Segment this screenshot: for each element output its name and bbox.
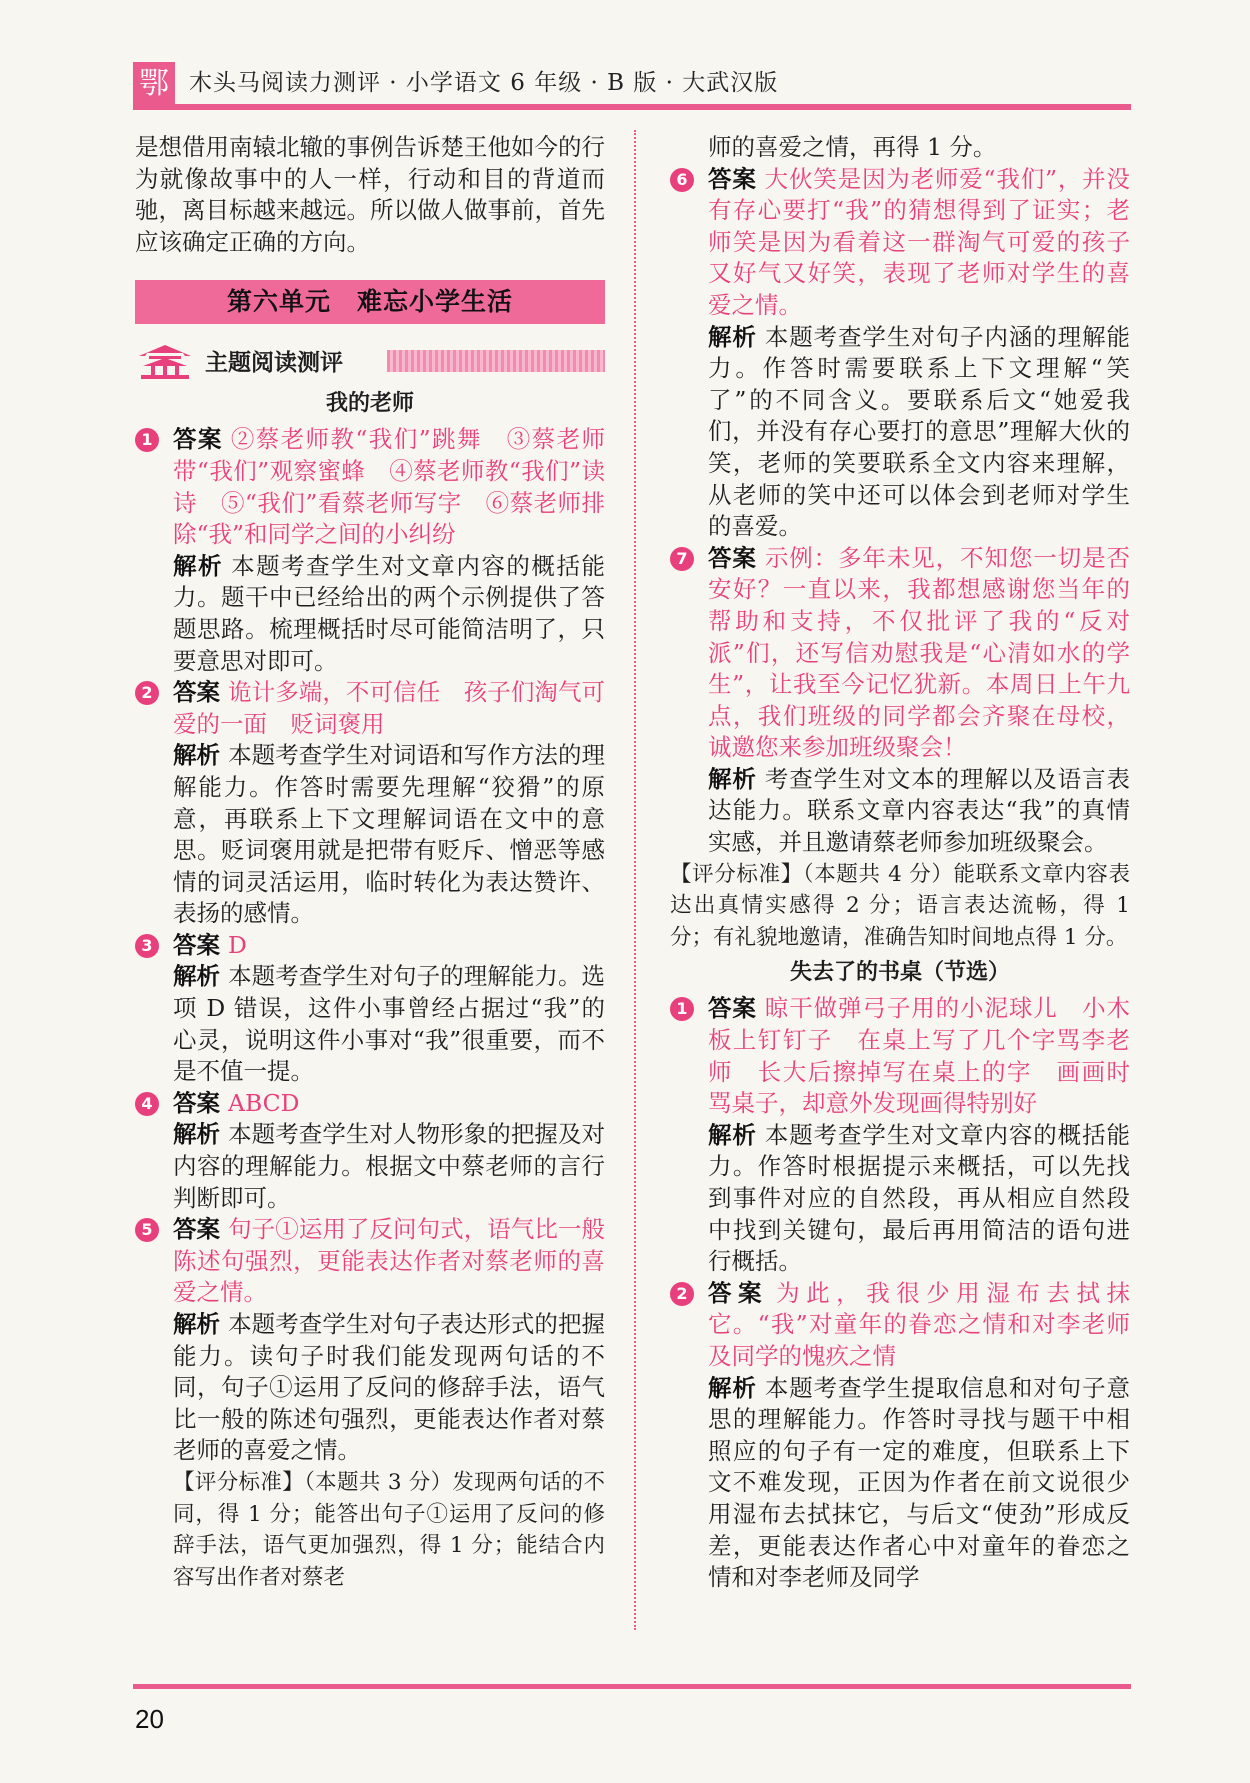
question-number: 4 bbox=[135, 1092, 159, 1116]
right-column bbox=[670, 132, 1130, 1594]
scoring-standard: 【评分标准】（本题共 4 分）能联系文章内容表达出真情实感得 2 分；语言表达流畅，得 1 分；有礼貌地邀请，准确告知时间地点得 1 分。 bbox=[670, 861, 1130, 950]
analysis-label: 解析 bbox=[708, 1373, 757, 1402]
answer-item bbox=[135, 930, 605, 962]
analysis-paragraph bbox=[135, 961, 605, 1087]
answer-text: ABCD bbox=[228, 1088, 300, 1117]
question-number: 1 bbox=[670, 997, 694, 1021]
answer-item bbox=[670, 164, 1130, 322]
analysis-label: 解析 bbox=[708, 322, 757, 351]
analysis-label: 解析 bbox=[708, 1120, 757, 1149]
footer-rule bbox=[133, 1684, 1131, 1689]
article-title: 我的老师 bbox=[325, 391, 414, 417]
pavilion-icon bbox=[135, 342, 195, 380]
scoring-standard: 【评分标准】（本题共 3 分）发现两句话的不同，得 1 分；能答出句子①运用了反问的修辞手法，语气更加强烈，得 1 分；能结合内容写出作者对蔡老 bbox=[173, 1469, 605, 1590]
answer-text: 句子①运用了反问句式，语气比一般陈述句强烈，更能表达作者对蔡老师的喜爱之情。 bbox=[173, 1215, 606, 1307]
section-decor-bar bbox=[387, 350, 605, 372]
header-rule bbox=[133, 104, 1131, 110]
answer-text: 大伙笑是因为老师爱“我们”，并没有存心要打“我”的猜想得到了证实；老师笑是因为看着这一群淘气可爱的孩子又好气又好笑，表现了老师对学生的喜爱之情。 bbox=[708, 164, 1131, 319]
answer-item bbox=[670, 543, 1130, 764]
analysis-text: 本题考查学生对句子的理解能力。选项 D 错误，这件小事曾经占据过“我”的心灵，说明这件小事对“我”很重要，而不是不值一提。 bbox=[173, 962, 606, 1086]
answer-label: 答案 bbox=[708, 164, 757, 193]
analysis-paragraph bbox=[135, 1119, 605, 1214]
continued-text: 师的喜爱之情，再得 1 分。 bbox=[708, 133, 997, 161]
answer-label: 答案 bbox=[708, 543, 757, 572]
analysis-text: 本题考查学生提取信息和对句子意思的理解能力。作答时寻找与题干中相照应的句子有一定的难度，但联系上下文不难发现，正因为作者在前文说很少用湿布去拭抹它，与后文“使劲”形成反差，更能表达作者心中对童年的眷恋之情和对李老师及同学 bbox=[708, 1373, 1130, 1592]
intro-paragraph: 是想借用南辕北辙的事例告诉楚王他如今的行为就像故事中的人一样，行动和目的背道而驰，离目标越来越远。所以做人做事前，首先应该确定正确的方向。 bbox=[135, 133, 605, 256]
answer-label: 答案 bbox=[173, 930, 220, 959]
analysis-paragraph bbox=[135, 740, 605, 930]
question-number: 2 bbox=[670, 1282, 694, 1306]
answer-label: 答案 bbox=[173, 678, 221, 707]
column-divider bbox=[634, 130, 636, 1630]
analysis-text: 考查学生对文本的理解以及语言表达能力。联系文章内容表达“我”的真情实感，并且邀请蔡老师参加班级聚会。 bbox=[708, 764, 1130, 857]
analysis-text: 本题考查学生对句子内涵的理解能力。作答时需要联系上下文理解“笑了”的不同含义。要联系后文“她爱我们，并没有存心要打的意思”理解大伙的笑，老师的笑要联系全文内容来理解，从老师的笑中还可以体会到老师对学生的喜爱。 bbox=[708, 322, 1130, 541]
analysis-label: 解析 bbox=[173, 551, 224, 580]
answer-label: 答案 bbox=[173, 1088, 220, 1117]
analysis-paragraph bbox=[670, 1120, 1130, 1278]
question-number: 3 bbox=[135, 934, 159, 958]
answer-text: ②蔡老师教“我们”跳舞 ③蔡老师带“我们”观察蜜蜂 ④蔡老师教“我们”读诗 ⑤“我们”看蔡老师写字 ⑥蔡老师排除“我”和同学之间的小纠纷 bbox=[173, 425, 606, 549]
region-badge: 鄂 bbox=[133, 62, 175, 106]
analysis-label: 解析 bbox=[708, 764, 757, 793]
question-number: 2 bbox=[135, 681, 159, 705]
answer-text: 诡计多端，不可信任 孩子们淘气可爱的一面 贬词褒用 bbox=[173, 678, 606, 738]
answer-item bbox=[135, 677, 605, 740]
question-number: 5 bbox=[135, 1218, 159, 1242]
answer-item bbox=[135, 424, 605, 550]
question-number: 7 bbox=[670, 547, 694, 571]
section-heading bbox=[135, 338, 605, 384]
page-header bbox=[133, 58, 1131, 110]
analysis-text: 本题考查学生对人物形象的把握及对内容的理解能力。根据文中蔡老师的言行判断即可。 bbox=[173, 1120, 606, 1212]
analysis-paragraph bbox=[670, 322, 1130, 543]
left-column bbox=[135, 132, 605, 1593]
answer-text: 示例：多年未见，不知您一切是否安好？一直以来，我都想感谢您当年的帮助和支持，不仅批评了我的“反对派”们，还写信劝慰我是“心清如水的学生”，让我至今记忆犹新。本周日上午九点，我们班级的同学都会齐聚在母校，诚邀您来参加班级聚会！ bbox=[708, 543, 1130, 762]
analysis-paragraph bbox=[135, 1309, 605, 1467]
answer-item bbox=[670, 1278, 1130, 1373]
analysis-text: 本题考查学生对文章内容的概括能力。题干中已经给出的两个示例提供了答题思路。梳理概括时尽可能简洁明了，只要意思对即可。 bbox=[173, 551, 605, 675]
book-title: 木头马阅读力测评 · 小学语文 6 年级 · B 版 · 大武汉版 bbox=[189, 70, 779, 96]
answer-text: 为此，我很少用湿布去拭抹它。“我”对童年的眷恋之情和对李老师及同学的愧疚之情 bbox=[708, 1278, 1131, 1370]
analysis-text: 本题考查学生对词语和写作方法的理解能力。作答时需要先理解“狡猾”的原意，再联系上下文理解词语在文中的意思。贬词褒用就是把带有贬斥、憎恶等感情的词灵活运用，临时转化为表达赞许、表扬的感情。 bbox=[173, 741, 606, 928]
answer-item bbox=[135, 1088, 605, 1120]
answer-label: 答案 bbox=[173, 1215, 221, 1244]
question-number: 1 bbox=[135, 428, 159, 452]
analysis-paragraph bbox=[135, 551, 605, 677]
analysis-text: 本题考查学生对文章内容的概括能力。作答时根据提示来概括，可以先找到事件对应的自然段，再从相应自然段中找到关键句，最后再用简洁的语句进行概括。 bbox=[708, 1120, 1130, 1276]
analysis-text: 本题考查学生对句子表达形式的把握能力。读句子时我们能发现两句话的不同，句子①运用了反问的修辞手法，语气比一般的陈述句强烈，更能表达作者对蔡老师的喜爱之情。 bbox=[173, 1310, 606, 1465]
answer-text: D bbox=[228, 930, 247, 959]
unit-title: 第六单元 难忘小学生活 bbox=[135, 280, 605, 324]
analysis-label: 解析 bbox=[173, 741, 221, 770]
analysis-paragraph bbox=[670, 764, 1130, 859]
answer-item bbox=[670, 993, 1130, 1119]
analysis-paragraph bbox=[670, 1373, 1130, 1594]
analysis-label: 解析 bbox=[173, 1120, 221, 1149]
question-number: 6 bbox=[670, 168, 694, 192]
analysis-label: 解析 bbox=[173, 962, 221, 991]
answer-label: 答案 bbox=[708, 1278, 769, 1307]
answer-label: 答案 bbox=[708, 994, 757, 1023]
answer-text: 晾干做弹弓子用的小泥球儿 小木板上钉钉子 在桌上写了几个字骂李老师 长大后擦掉写在桌上的字 画画时骂桌子，却意外发现画得特别好 bbox=[708, 994, 1130, 1118]
article-title: 失去了的书桌（节选） bbox=[789, 960, 1010, 986]
answer-item bbox=[135, 1214, 605, 1309]
section-title: 主题阅读测评 bbox=[205, 350, 343, 377]
analysis-label: 解析 bbox=[173, 1310, 221, 1338]
page-number: 20 bbox=[135, 1704, 164, 1734]
answer-label: 答案 bbox=[173, 425, 223, 454]
